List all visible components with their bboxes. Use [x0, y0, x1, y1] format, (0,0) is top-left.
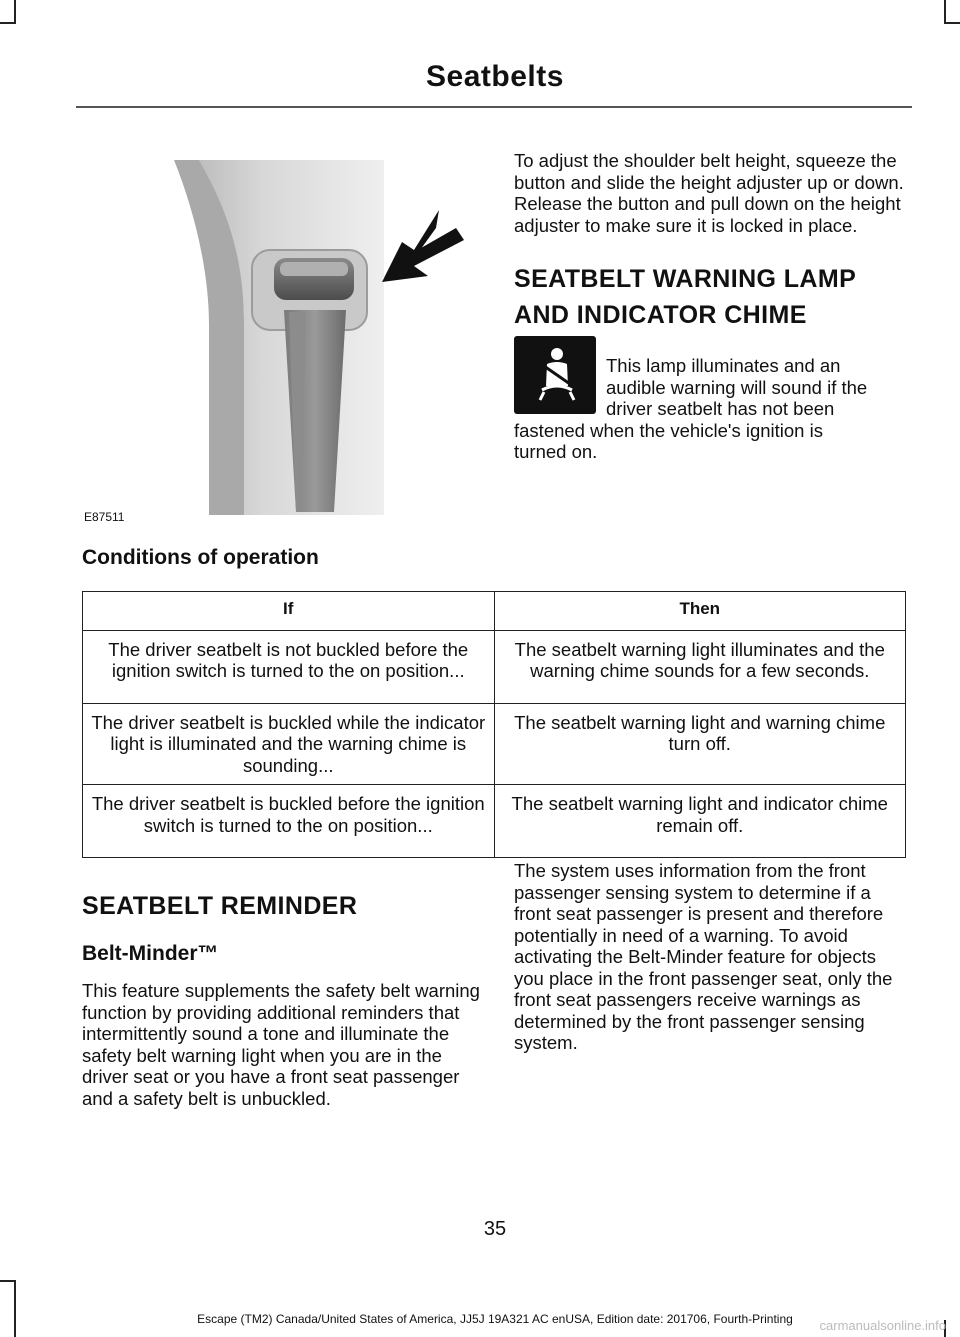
- right-column-top: [514, 150, 910, 463]
- lamp-text-line2: audible warning will sound if the: [606, 376, 868, 398]
- cell-then: The seatbelt warning light and indicator chime remain off.: [494, 785, 906, 858]
- figure-code: E87511: [84, 510, 125, 524]
- column-header-if: If: [83, 592, 495, 631]
- lamp-text-line1: This lamp illuminates and an: [606, 355, 841, 376]
- lamp-text-line4: fastened when the vehicle's ignition is: [514, 419, 823, 441]
- table-row: [83, 630, 906, 703]
- cell-if: The driver seatbelt is buckled while the indicator light is illuminated and the warning chime is sounding...: [83, 703, 495, 785]
- crop-mark-top-left-v: [14, 0, 16, 22]
- table-row: [83, 785, 906, 858]
- table-row: [83, 703, 906, 785]
- header-rule: [76, 106, 912, 108]
- table-header-row: [83, 592, 906, 631]
- warning-heading-line1: SEATBELT WARNING LAMP: [514, 265, 857, 293]
- crop-mark-top-right-v: [944, 0, 946, 22]
- reminder-left-column: [82, 888, 482, 1109]
- seatbelt-adjuster-illustration: [84, 150, 494, 530]
- crop-mark-top-right-h: [944, 22, 960, 24]
- lamp-text-line5: turned on.: [514, 441, 598, 462]
- warning-heading-line2: AND INDICATOR CHIME: [514, 301, 807, 329]
- cell-then: The seatbelt warning light and warning chime turn off.: [494, 703, 906, 785]
- conditions-table: [82, 591, 906, 858]
- adjust-paragraph: To adjust the shoulder belt height, squeeze the button and slide the height adjuster up or down. Release the button and pull down on the height adjuster to make sure it is locked in place.: [514, 150, 904, 236]
- reminder-heading: SEATBELT REMINDER: [82, 892, 358, 920]
- crop-mark-top-left-h: [0, 22, 16, 24]
- cell-if: The driver seatbelt is not buckled before the ignition switch is turned to the on position...: [83, 630, 495, 703]
- edition-footer: Escape (TM2) Canada/United States of America, JJ5J 19A321 AC enUSA, Edition date: 201706, Fourth-Printing: [197, 1312, 793, 1326]
- lamp-text-line3: driver seatbelt has not been: [606, 398, 835, 419]
- cell-then: The seatbelt warning light illuminates and the warning chime sounds for a few seconds.: [494, 630, 906, 703]
- reminder-right-column: [514, 860, 910, 1054]
- reminder-paragraph: This feature supplements the safety belt warning function by providing additional reminders that intermittently sound a tone and illuminate the safety belt warning light when you are in the driver seat or you have a front seat passenger and a safety belt is unbuckled.: [82, 980, 480, 1109]
- column-header-then: Then: [494, 592, 906, 631]
- crop-mark-bottom-left-h: [0, 1280, 16, 1282]
- page-number: 35: [483, 1218, 507, 1240]
- system-paragraph: The system uses information from the front passenger sensing system to determine if a front seat passenger is present and therefore potentially in need of a warning. To avoid activating the Belt-Minder feature for objects you place in the front passenger seat, only the front seat passengers receive warnings as determined by the front passenger sensing system.: [514, 860, 893, 1053]
- reminder-subheading: Belt-Minder™: [82, 942, 219, 965]
- seatbelt-warning-icon: [514, 336, 596, 414]
- page-title: Seatbelts: [426, 60, 564, 93]
- conditions-title: Conditions of operation: [82, 546, 319, 569]
- watermark: carmanualsonline.info: [819, 1318, 946, 1333]
- crop-mark-bottom-left-v: [14, 1280, 16, 1337]
- cell-if: The driver seatbelt is buckled before the ignition switch is turned to the on position...: [83, 785, 495, 858]
